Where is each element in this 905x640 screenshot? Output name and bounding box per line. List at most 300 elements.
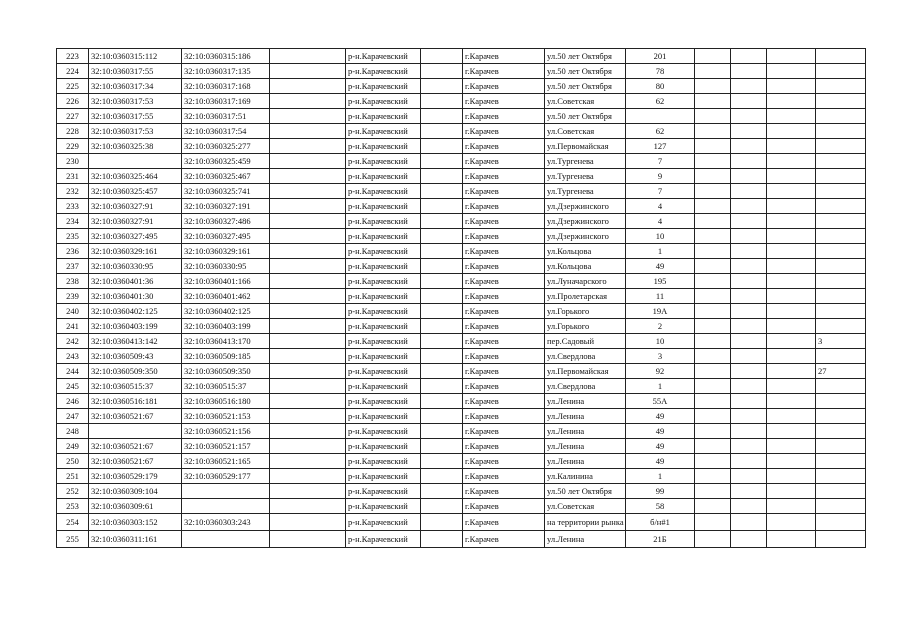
table-row [57, 49, 866, 64]
table-row [57, 364, 866, 379]
table-row [57, 64, 866, 79]
empty-cell [767, 439, 816, 454]
row-number: 246 [57, 394, 89, 409]
empty-cell [731, 394, 767, 409]
empty-cell [270, 304, 346, 319]
document-sheet [56, 48, 866, 548]
row-number: 247 [57, 409, 89, 424]
table-row [57, 124, 866, 139]
cadastral-number-a: 32:10:0360309:61 [89, 499, 182, 514]
house-number-cell: 201 [626, 49, 695, 64]
house-number-cell: 7 [626, 154, 695, 169]
extra-number-cell [816, 514, 866, 531]
cadastral-number-b: 32:10:0360327:191 [182, 199, 270, 214]
house-number-cell: 11 [626, 289, 695, 304]
extra-number-cell [816, 244, 866, 259]
city-cell: г.Карачев [463, 139, 545, 154]
street-cell: ул.Тургенева [545, 184, 626, 199]
empty-cell [731, 409, 767, 424]
cadastral-number-a: 32:10:0360330:95 [89, 259, 182, 274]
empty-cell [421, 199, 463, 214]
cadastral-number-a: 32:10:0360329:161 [89, 244, 182, 259]
empty-cell [767, 229, 816, 244]
extra-number-cell [816, 304, 866, 319]
empty-cell [767, 349, 816, 364]
empty-cell [270, 229, 346, 244]
empty-cell [731, 79, 767, 94]
street-cell: ул.Ленина [545, 409, 626, 424]
empty-cell [270, 94, 346, 109]
cadastral-number-a [89, 424, 182, 439]
house-number-cell: 21Б [626, 531, 695, 548]
district-cell: р-н.Карачевский [346, 424, 421, 439]
district-cell: р-н.Карачевский [346, 409, 421, 424]
district-cell: р-н.Карачевский [346, 289, 421, 304]
empty-cell [270, 169, 346, 184]
street-cell: ул.Советская [545, 94, 626, 109]
row-number: 240 [57, 304, 89, 319]
cadastral-number-a: 32:10:0360516:181 [89, 394, 182, 409]
house-number-cell: 92 [626, 364, 695, 379]
city-cell: г.Карачев [463, 424, 545, 439]
empty-cell [731, 274, 767, 289]
city-cell: г.Карачев [463, 454, 545, 469]
city-cell: г.Карачев [463, 79, 545, 94]
empty-cell [767, 184, 816, 199]
extra-number-cell [816, 109, 866, 124]
district-cell: р-н.Карачевский [346, 304, 421, 319]
city-cell: г.Карачев [463, 109, 545, 124]
extra-number-cell [816, 169, 866, 184]
extra-number-cell [816, 319, 866, 334]
empty-cell [270, 379, 346, 394]
extra-number-cell: 3 [816, 334, 866, 349]
empty-cell [695, 304, 731, 319]
empty-cell [767, 64, 816, 79]
empty-cell [270, 184, 346, 199]
district-cell: р-н.Карачевский [346, 109, 421, 124]
empty-cell [695, 229, 731, 244]
empty-cell [695, 499, 731, 514]
street-cell: ул.Ленина [545, 454, 626, 469]
row-number: 226 [57, 94, 89, 109]
street-cell: ул.Дзержинского [545, 199, 626, 214]
empty-cell [767, 409, 816, 424]
house-number-cell: 49 [626, 454, 695, 469]
empty-cell [695, 424, 731, 439]
empty-cell [695, 259, 731, 274]
cadastral-number-b: 32:10:0360317:51 [182, 109, 270, 124]
district-cell: р-н.Карачевский [346, 139, 421, 154]
street-cell: на территории рынка [545, 514, 626, 531]
empty-cell [270, 244, 346, 259]
house-number-cell: 49 [626, 439, 695, 454]
empty-cell [731, 499, 767, 514]
house-number-cell: 49 [626, 409, 695, 424]
empty-cell [731, 439, 767, 454]
row-number: 239 [57, 289, 89, 304]
house-number-cell: 78 [626, 64, 695, 79]
street-cell: ул.50 лет Октября [545, 109, 626, 124]
cadastral-number-a: 32:10:0360509:43 [89, 349, 182, 364]
cadastral-number-a: 32:10:0360325:464 [89, 169, 182, 184]
empty-cell [270, 531, 346, 548]
table-row [57, 79, 866, 94]
house-number-cell: 58 [626, 499, 695, 514]
empty-cell [767, 214, 816, 229]
cadastral-number-a: 32:10:0360317:55 [89, 64, 182, 79]
empty-cell [731, 124, 767, 139]
empty-cell [270, 514, 346, 531]
empty-cell [767, 274, 816, 289]
empty-cell [421, 109, 463, 124]
cadastral-number-a: 32:10:0360315:112 [89, 49, 182, 64]
house-number-cell [626, 109, 695, 124]
row-number: 224 [57, 64, 89, 79]
extra-number-cell [816, 184, 866, 199]
empty-cell [731, 259, 767, 274]
empty-cell [767, 139, 816, 154]
row-number: 236 [57, 244, 89, 259]
table-row [57, 109, 866, 124]
house-number-cell: 99 [626, 484, 695, 499]
row-number: 249 [57, 439, 89, 454]
street-cell: ул.50 лет Октября [545, 484, 626, 499]
empty-cell [421, 49, 463, 64]
empty-cell [731, 379, 767, 394]
city-cell: г.Карачев [463, 304, 545, 319]
empty-cell [767, 364, 816, 379]
district-cell: р-н.Карачевский [346, 454, 421, 469]
row-number: 244 [57, 364, 89, 379]
street-cell: ул.50 лет Октября [545, 49, 626, 64]
city-cell: г.Карачев [463, 64, 545, 79]
street-cell: ул.50 лет Октября [545, 64, 626, 79]
cadastral-number-b: 32:10:0360401:462 [182, 289, 270, 304]
empty-cell [421, 214, 463, 229]
row-number: 237 [57, 259, 89, 274]
district-cell: р-н.Карачевский [346, 199, 421, 214]
empty-cell [695, 49, 731, 64]
empty-cell [421, 244, 463, 259]
district-cell: р-н.Карачевский [346, 439, 421, 454]
extra-number-cell [816, 394, 866, 409]
district-cell: р-н.Карачевский [346, 319, 421, 334]
empty-cell [731, 484, 767, 499]
district-cell: р-н.Карачевский [346, 364, 421, 379]
house-number-cell: 49 [626, 424, 695, 439]
table-row [57, 139, 866, 154]
empty-cell [695, 199, 731, 214]
table-row [57, 199, 866, 214]
empty-cell [695, 514, 731, 531]
extra-number-cell [816, 214, 866, 229]
empty-cell [421, 484, 463, 499]
empty-cell [421, 169, 463, 184]
empty-cell [270, 64, 346, 79]
cadastral-number-b: 32:10:0360509:185 [182, 349, 270, 364]
cadastral-number-b: 32:10:0360317:168 [182, 79, 270, 94]
empty-cell [695, 409, 731, 424]
empty-cell [695, 214, 731, 229]
district-cell: р-н.Карачевский [346, 124, 421, 139]
district-cell: р-н.Карачевский [346, 154, 421, 169]
empty-cell [421, 124, 463, 139]
street-cell: ул.Советская [545, 499, 626, 514]
cadastral-number-a: 32:10:0360402:125 [89, 304, 182, 319]
extra-number-cell [816, 199, 866, 214]
extra-number-cell [816, 94, 866, 109]
street-cell: ул.Ленина [545, 424, 626, 439]
empty-cell [767, 499, 816, 514]
empty-cell [270, 154, 346, 169]
district-cell: р-н.Карачевский [346, 49, 421, 64]
empty-cell [731, 109, 767, 124]
table-row [57, 154, 866, 169]
table-row [57, 304, 866, 319]
street-cell: ул.Кольцова [545, 259, 626, 274]
empty-cell [421, 184, 463, 199]
row-number: 232 [57, 184, 89, 199]
empty-cell [695, 364, 731, 379]
empty-cell [270, 79, 346, 94]
street-cell: ул.Свердлова [545, 379, 626, 394]
empty-cell [695, 154, 731, 169]
city-cell: г.Карачев [463, 484, 545, 499]
empty-cell [270, 124, 346, 139]
district-cell: р-н.Карачевский [346, 469, 421, 484]
cadastral-number-b: 32:10:0360327:495 [182, 229, 270, 244]
table-row [57, 244, 866, 259]
empty-cell [731, 199, 767, 214]
cadastral-number-a: 32:10:0360521:67 [89, 454, 182, 469]
cadastral-number-b: 32:10:0360303:243 [182, 514, 270, 531]
city-cell: г.Карачев [463, 514, 545, 531]
city-cell: г.Карачев [463, 469, 545, 484]
empty-cell [731, 139, 767, 154]
empty-cell [421, 229, 463, 244]
house-number-cell: 10 [626, 334, 695, 349]
table-row [57, 379, 866, 394]
empty-cell [270, 109, 346, 124]
extra-number-cell [816, 79, 866, 94]
empty-cell [695, 169, 731, 184]
empty-cell [270, 214, 346, 229]
row-number: 227 [57, 109, 89, 124]
empty-cell [767, 79, 816, 94]
district-cell: р-н.Карачевский [346, 349, 421, 364]
street-cell: ул.Ленина [545, 439, 626, 454]
city-cell: г.Карачев [463, 274, 545, 289]
house-number-cell: 62 [626, 124, 695, 139]
empty-cell [767, 244, 816, 259]
extra-number-cell [816, 531, 866, 548]
extra-number-cell [816, 484, 866, 499]
city-cell: г.Карачев [463, 49, 545, 64]
table-row [57, 214, 866, 229]
district-cell: р-н.Карачевский [346, 484, 421, 499]
row-number: 241 [57, 319, 89, 334]
cadastral-number-b: 32:10:0360521:156 [182, 424, 270, 439]
district-cell: р-н.Карачевский [346, 334, 421, 349]
extra-number-cell [816, 124, 866, 139]
extra-number-cell [816, 139, 866, 154]
empty-cell [731, 319, 767, 334]
cadastral-number-b: 32:10:0360403:199 [182, 319, 270, 334]
extra-number-cell [816, 409, 866, 424]
table-row [57, 289, 866, 304]
table-row [57, 229, 866, 244]
empty-cell [421, 379, 463, 394]
table-row [57, 484, 866, 499]
house-number-cell: 127 [626, 139, 695, 154]
row-number: 231 [57, 169, 89, 184]
empty-cell [767, 484, 816, 499]
empty-cell [731, 214, 767, 229]
empty-cell [731, 334, 767, 349]
cadastral-number-b: 32:10:0360317:169 [182, 94, 270, 109]
empty-cell [731, 244, 767, 259]
district-cell: р-н.Карачевский [346, 394, 421, 409]
empty-cell [421, 514, 463, 531]
empty-cell [767, 259, 816, 274]
house-number-cell: 7 [626, 184, 695, 199]
street-cell: ул.50 лет Октября [545, 79, 626, 94]
empty-cell [767, 289, 816, 304]
cadastral-number-b: 32:10:0360325:277 [182, 139, 270, 154]
cadastral-number-a: 32:10:0360327:91 [89, 199, 182, 214]
row-number: 238 [57, 274, 89, 289]
empty-cell [767, 319, 816, 334]
cadastral-number-a: 32:10:0360311:161 [89, 531, 182, 548]
empty-cell [421, 274, 463, 289]
empty-cell [695, 124, 731, 139]
house-number-cell: 10 [626, 229, 695, 244]
cadastral-number-b: 32:10:0360402:125 [182, 304, 270, 319]
empty-cell [421, 364, 463, 379]
table-body [57, 49, 866, 548]
house-number-cell: 195 [626, 274, 695, 289]
empty-cell [270, 49, 346, 64]
house-number-cell: 55А [626, 394, 695, 409]
cadastral-number-b: 32:10:0360509:350 [182, 364, 270, 379]
cadastral-number-b: 32:10:0360317:135 [182, 64, 270, 79]
row-number: 234 [57, 214, 89, 229]
cadastral-number-b [182, 531, 270, 548]
cadastral-number-a: 32:10:0360401:36 [89, 274, 182, 289]
table-row [57, 319, 866, 334]
empty-cell [767, 531, 816, 548]
empty-cell [270, 139, 346, 154]
extra-number-cell [816, 49, 866, 64]
district-cell: р-н.Карачевский [346, 259, 421, 274]
empty-cell [695, 531, 731, 548]
empty-cell [421, 499, 463, 514]
empty-cell [695, 94, 731, 109]
table-row [57, 274, 866, 289]
cadastral-number-a: 32:10:0360521:67 [89, 439, 182, 454]
empty-cell [270, 484, 346, 499]
cadastral-number-a: 32:10:0360325:457 [89, 184, 182, 199]
empty-cell [421, 394, 463, 409]
empty-cell [421, 304, 463, 319]
row-number: 233 [57, 199, 89, 214]
empty-cell [270, 454, 346, 469]
table-row [57, 394, 866, 409]
empty-cell [731, 154, 767, 169]
table-row [57, 514, 866, 531]
empty-cell [695, 79, 731, 94]
empty-cell [270, 439, 346, 454]
empty-cell [421, 154, 463, 169]
cadastral-number-a: 32:10:0360317:55 [89, 109, 182, 124]
street-cell: ул.Дзержинского [545, 214, 626, 229]
empty-cell [767, 304, 816, 319]
empty-cell [421, 439, 463, 454]
empty-cell [695, 334, 731, 349]
empty-cell [421, 139, 463, 154]
city-cell: г.Карачев [463, 214, 545, 229]
empty-cell [421, 334, 463, 349]
empty-cell [731, 229, 767, 244]
extra-number-cell [816, 64, 866, 79]
empty-cell [270, 334, 346, 349]
empty-cell [270, 469, 346, 484]
cadastral-number-b: 32:10:0360325:459 [182, 154, 270, 169]
empty-cell [270, 274, 346, 289]
empty-cell [767, 154, 816, 169]
cadastral-number-b: 32:10:0360315:186 [182, 49, 270, 64]
empty-cell [731, 49, 767, 64]
empty-cell [731, 94, 767, 109]
empty-cell [695, 469, 731, 484]
empty-cell [695, 439, 731, 454]
table-row [57, 94, 866, 109]
street-cell: ул.Луначарского [545, 274, 626, 289]
city-cell: г.Карачев [463, 439, 545, 454]
house-number-cell: 1 [626, 379, 695, 394]
empty-cell [270, 499, 346, 514]
row-number: 245 [57, 379, 89, 394]
cadastral-number-b: 32:10:0360330:95 [182, 259, 270, 274]
extra-number-cell [816, 259, 866, 274]
street-cell: ул.Калинина [545, 469, 626, 484]
city-cell: г.Карачев [463, 154, 545, 169]
extra-number-cell [816, 469, 866, 484]
empty-cell [767, 169, 816, 184]
table-row [57, 349, 866, 364]
cadastral-number-b: 32:10:0360515:37 [182, 379, 270, 394]
empty-cell [731, 64, 767, 79]
cadastral-number-a: 32:10:0360303:152 [89, 514, 182, 531]
district-cell: р-н.Карачевский [346, 274, 421, 289]
extra-number-cell [816, 274, 866, 289]
row-number: 225 [57, 79, 89, 94]
street-cell: ул.Горького [545, 319, 626, 334]
table-row [57, 259, 866, 274]
district-cell: р-н.Карачевский [346, 229, 421, 244]
table-row [57, 469, 866, 484]
house-number-cell: 1 [626, 469, 695, 484]
city-cell: г.Карачев [463, 124, 545, 139]
empty-cell [270, 394, 346, 409]
empty-cell [695, 109, 731, 124]
empty-cell [421, 531, 463, 548]
cadastral-number-a: 32:10:0360317:53 [89, 94, 182, 109]
empty-cell [421, 409, 463, 424]
empty-cell [731, 349, 767, 364]
cadastral-number-b: 32:10:0360413:170 [182, 334, 270, 349]
